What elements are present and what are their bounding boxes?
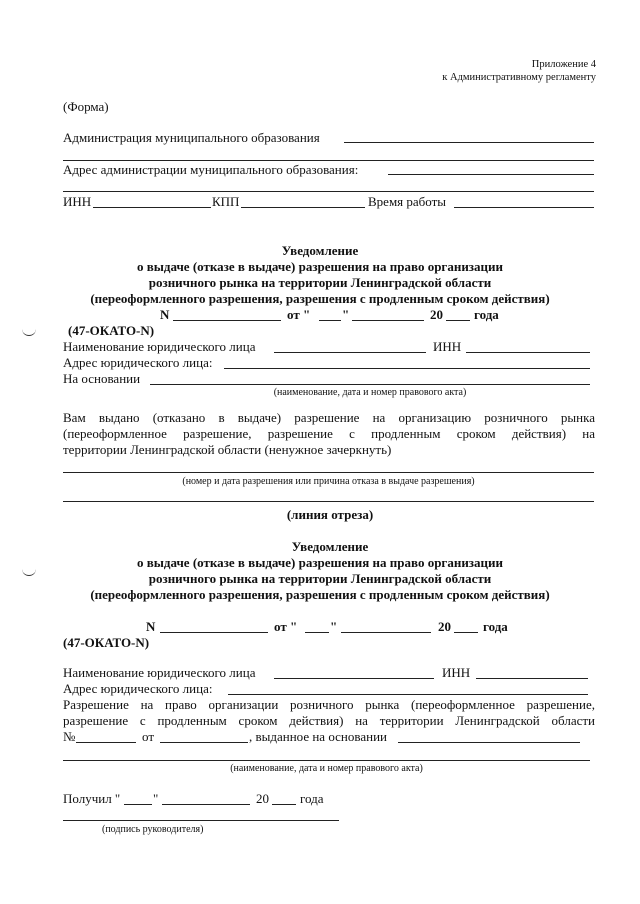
notice2-year-label: 20 [438, 619, 451, 634]
notice1-inn-field[interactable] [466, 352, 590, 353]
notice2-month-field[interactable] [341, 632, 431, 633]
admin-label: Администрация муниципального образования [63, 130, 320, 145]
notice1-line1: о выдаче (отказе в выдаче) разрешения на право организации [137, 259, 503, 274]
notice2-from-label: от " [274, 619, 298, 634]
hole-punch-mark [22, 328, 36, 336]
notice2-permit-number-field[interactable] [76, 742, 136, 743]
notice2-legal-name-label: Наименование юридического лица [63, 665, 256, 680]
notice1-line3: (переоформленного разрешения, разрешения с продленным сроком действия) [90, 291, 550, 306]
signature-caption: (подпись руководителя) [102, 824, 204, 835]
notice1-legal-address-label: Адрес юридического лица: [63, 355, 213, 370]
appendix-label: Приложение 4 [531, 59, 596, 70]
notice1-n-label: N [160, 307, 170, 322]
notice2-line3: (переоформленного разрешения, разрешения с продленным сроком действия) [90, 587, 550, 602]
notice2-legal-address-label: Адрес юридического лица: [63, 681, 213, 696]
notice1-quote: " [342, 307, 350, 322]
notice1-year-word: года [474, 307, 499, 322]
notice1-inn-label: ИНН [433, 339, 462, 354]
received-year-label: 20 [256, 791, 269, 806]
notice1-line2: розничного рынка на территории Ленинградской области [148, 275, 492, 290]
inn-label: ИНН [63, 194, 92, 209]
notice1-from-label: от " [287, 307, 311, 322]
received-day-field[interactable] [124, 804, 152, 805]
notice1-legal-name-label: Наименование юридического лица [63, 339, 256, 354]
notice1-legal-address-field[interactable] [224, 368, 590, 369]
notice1-year-label: 20 [430, 307, 443, 322]
notice2-line2: розничного рынка на территории Ленинградской области [148, 571, 492, 586]
notice2-quote: " [330, 619, 338, 634]
notice2-okato: (47-ОКАТО-N) [63, 635, 150, 650]
cut-line-label: (линия отреза) [286, 507, 374, 522]
notice2-basis-caption: (наименование, дата и номер правового акта) [230, 763, 423, 774]
notice1-basis-label: На основании [63, 371, 141, 386]
notice1-body2: (переоформленное разрешение, разрешение с продленным сроком действия) на [63, 426, 595, 441]
notice2-num-sign: № [63, 729, 76, 744]
notice2-legal-name-field[interactable] [274, 678, 434, 679]
notice1-month-field[interactable] [352, 320, 424, 321]
notice1-legal-name-field[interactable] [274, 352, 426, 353]
received-label: Получил " [63, 791, 121, 806]
received-year-word: года [300, 791, 324, 806]
signature-field[interactable] [63, 820, 339, 821]
received-quote: " [153, 791, 159, 806]
notice1-year-field[interactable] [446, 320, 470, 321]
notice2-inn-label: ИНН [442, 665, 471, 680]
address-field-line2[interactable] [63, 191, 594, 192]
notice1-body3: территории Ленинградской области (ненужное зачеркнуть) [63, 442, 392, 457]
notice1-basis-field[interactable] [150, 384, 590, 385]
notice2-line1: о выдаче (отказе в выдаче) разрешения на право организации [137, 555, 503, 570]
notice2-number-field[interactable] [160, 632, 268, 633]
notice2-year-word: года [483, 619, 508, 634]
notice2-permit-date-field[interactable] [160, 742, 248, 743]
notice2-day-field[interactable] [305, 632, 329, 633]
address-label: Адрес администрации муниципального образования: [63, 162, 359, 177]
form-label: (Форма) [63, 99, 109, 114]
notice1-number-reason-field[interactable] [63, 472, 594, 473]
notice1-number-caption: (номер и дата разрешения или причина отказа в выдаче разрешения) [182, 476, 475, 487]
notice2-n-label: N [146, 619, 156, 634]
notice2-basis-field2[interactable] [63, 760, 590, 761]
received-year-field[interactable] [272, 804, 296, 805]
notice2-from-word: от [142, 729, 155, 744]
notice1-title: Уведомление [281, 243, 359, 258]
address-field[interactable] [388, 174, 594, 175]
notice1-number-field[interactable] [173, 320, 281, 321]
admin-field[interactable] [344, 142, 594, 143]
notice2-body2: разрешение с продленным сроком действия) на территории Ленинградской области [63, 713, 595, 728]
kpp-field[interactable] [241, 207, 365, 208]
hours-label: Время работы [368, 194, 447, 209]
notice2-legal-address-field[interactable] [228, 694, 588, 695]
notice2-basis-field[interactable] [398, 742, 580, 743]
notice1-body1: Вам выдано (отказано в выдаче) разрешение на организацию розничного рынка [63, 410, 595, 425]
kpp-label: КПП [212, 194, 240, 209]
inn-field[interactable] [93, 207, 211, 208]
notice2-title: Уведомление [291, 539, 369, 554]
notice2-body1: Разрешение на право организации розничного рынка (переоформленное разрешение, [63, 697, 595, 712]
notice1-basis-caption: (наименование, дата и номер правового акта) [273, 387, 467, 398]
regulation-label: к Административному регламенту [442, 72, 596, 83]
received-month-field[interactable] [162, 804, 250, 805]
notice2-year-field[interactable] [454, 632, 478, 633]
notice1-number-reason-field2[interactable] [63, 501, 594, 502]
notice2-issued-basis: , выданное на основании [249, 729, 387, 744]
admin-field-line2[interactable] [63, 160, 594, 161]
notice2-inn-field[interactable] [476, 678, 588, 679]
notice1-day-field[interactable] [319, 320, 341, 321]
notice1-okato: (47-ОКАТО-N) [68, 323, 155, 338]
hours-field[interactable] [454, 207, 594, 208]
